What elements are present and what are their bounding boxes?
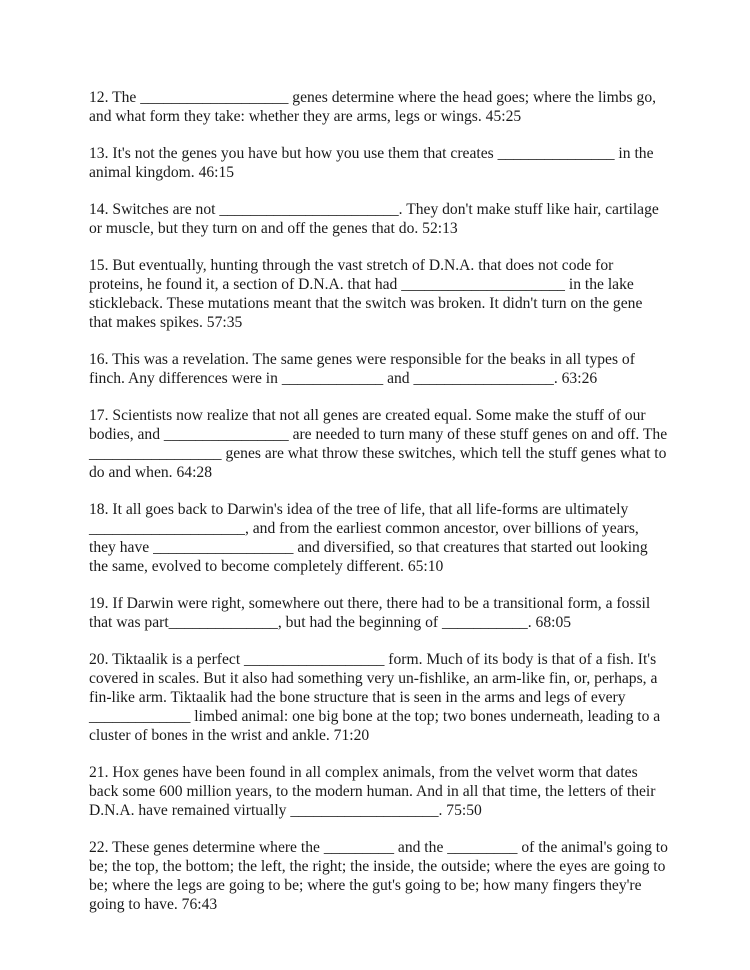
question-14: 14. Switches are not _______________________. They don't make stuff like hair, cartilage or muscle, but they turn on and off the genes that do. 52:13 (89, 201, 659, 237)
question-18: 18. It all goes back to Darwin's idea of the tree of life, that all life-forms are ultimately ____________________, and from the earliest common ancestor, over billions of years, they have __________________ and diversified, so that creatures that started out looking the same, evolved to become completely different. 65:10 (89, 501, 648, 575)
question-12: 12. The ___________________ genes determine where the head goes; where the limbs go, and what form they take: whether they are arms, legs or wings. 45:25 (89, 89, 657, 125)
question-17: 17. Scientists now realize that not all genes are created equal. Some make the stuff of our bodies, and ________________ are needed to turn many of these stuff genes on and off. The _________________ genes are what throw these switches, which tell the stuff genes what to do and when. 64:28 (89, 407, 668, 481)
question-20: 20. Tiktaalik is a perfect __________________ form. Much of its body is that of a fish. It's covered in scales. But it also had something very un-fishlike, an arm-like fin, or, perhaps, a fin-like arm. Tiktaalik had the bone structure that is seen in the arms and legs of every _____________ limbed animal: one big bone at the top; two bones underneath, leading to a cluster of bones in the wrist and ankle. 71:20 (89, 651, 661, 744)
question-15: 15. But eventually, hunting through the vast stretch of D.N.A. that does not code for proteins, he found it, a section of D.N.A. that had _____________________ in the lake stickleback. These mutations meant that the switch was broken. It didn't turn on the gene that makes spikes. 57:35 (89, 257, 643, 331)
question-22: 22. These genes determine where the _________ and the _________ of the animal's going to be; the top, the bottom; the left, the right; the inside, the outside; where the eyes are going to be; where the legs are going to be; where the gut's going to be; how many fingers they're going to have. 76:43 (89, 839, 668, 913)
question-21: 21. Hox genes have been found in all complex animals, from the velvet worm that dates back some 600 million years, to the modern human. And in all that time, the letters of their D.N.A. have remained virtually ___________________. 75:50 (89, 764, 656, 819)
question-13: 13. It's not the genes you have but how you use them that creates _______________ in the animal kingdom. 46:15 (89, 145, 654, 181)
question-list (89, 88, 669, 932)
question-19: 19. If Darwin were right, somewhere out there, there had to be a transitional form, a fossil that was part______________, but had the beginning of ___________. 68:05 (89, 595, 651, 631)
question-16: 16. This was a revelation. The same genes were responsible for the beaks in all types of finch. Any differences were in _____________ and __________________. 63:26 (89, 351, 635, 387)
